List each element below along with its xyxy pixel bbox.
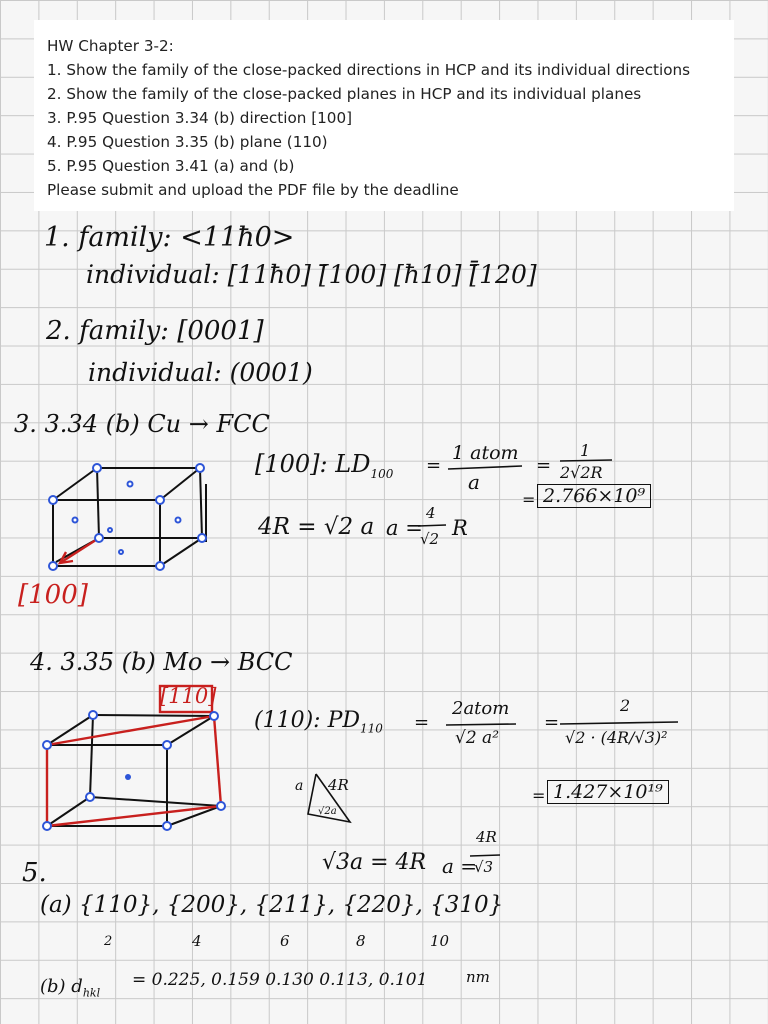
answer4-num-2: 2 bbox=[620, 696, 631, 715]
answer3-ld-label: [100]: $LD_{100}$ bbox=[255, 450, 394, 481]
triangle-label-a: a bbox=[295, 778, 304, 794]
answer4-den-2: √2 · (4R/√3)² bbox=[565, 728, 668, 747]
answer3-rel-den: √2 bbox=[420, 530, 440, 548]
answer3-num-1: 1 atom bbox=[452, 442, 519, 464]
homework-note: Please submit and upload the PDF file by the deadline bbox=[47, 181, 459, 199]
answer4-eq-1: = bbox=[414, 712, 430, 733]
answer3-rel-num: 4 bbox=[426, 504, 436, 522]
answer4-header: 4. 3.35 (b) Mo → BCC bbox=[30, 648, 293, 676]
triangle-sketch bbox=[308, 774, 350, 822]
homework-title: HW Chapter 3-2: bbox=[47, 37, 174, 55]
answer5-n-4: 8 bbox=[356, 932, 366, 950]
homework-item-1: 1. Show the family of the close-packed directions in HCP and its individual directions bbox=[47, 61, 691, 79]
bcc-cube-diagram bbox=[43, 686, 225, 830]
answer4-pd-label: (110): $PD_{110}$ bbox=[254, 708, 383, 736]
answer4-rel-den: √3 bbox=[474, 858, 494, 876]
answer3-relation-2: a = bbox=[386, 516, 423, 540]
answer4-relation-1: √3a = 4R bbox=[322, 850, 427, 875]
homework-item-5: 5. P.95 Question 3.41 (a) and (b) bbox=[47, 157, 295, 175]
answer4-result: 1.427×10¹⁹ bbox=[547, 780, 669, 804]
answer5-number: 5. bbox=[22, 858, 47, 888]
triangle-label-4r: 4R bbox=[328, 776, 349, 794]
homework-item-4: 4. P.95 Question 3.35 (b) plane (110) bbox=[47, 133, 328, 151]
answer3-eq-3: = bbox=[522, 490, 536, 509]
answer5-part-a: (a) {110}, {200}, {211}, {220}, {310} bbox=[40, 892, 504, 918]
answer3-direction-label: [100] bbox=[18, 580, 88, 610]
answer3-eq-1: = bbox=[426, 455, 442, 476]
answer4-eq-2: = bbox=[544, 712, 560, 733]
answer5-n-3: 6 bbox=[280, 932, 290, 950]
answer5-n-2: 4 bbox=[192, 932, 202, 950]
fcc-cube-diagram bbox=[49, 464, 206, 570]
answer4-plane-label: [110] bbox=[160, 684, 217, 708]
fraction-bars bbox=[418, 460, 678, 856]
direction-100-arrow bbox=[60, 538, 99, 563]
answer4-relation-2: a = bbox=[442, 854, 478, 878]
answer5-unit: nm bbox=[466, 968, 490, 986]
answer3-den-2: 2√2R bbox=[560, 463, 603, 482]
answer2-family: 2. family: [0001] bbox=[46, 316, 264, 346]
homework-item-2: 2. Show the family of the close-packed planes in HCP and its individual planes bbox=[47, 85, 642, 103]
answer4-rel-num: 4R bbox=[476, 828, 497, 846]
triangle-label-base: √2a bbox=[318, 806, 337, 817]
answer3-eq-2: = bbox=[536, 455, 552, 476]
answer1-individual: individual: [11ħ0] [̄100] [ħ10] [̄̄120] bbox=[86, 260, 537, 289]
answer3-rel-r: R bbox=[452, 516, 468, 540]
answer4-num-1: 2atom bbox=[452, 698, 510, 719]
answer4-den-1: √2 a² bbox=[455, 728, 500, 748]
answer1-family: 1. family: <11ħ0> bbox=[44, 222, 295, 253]
answer3-relation-1: 4R = √2 a bbox=[258, 514, 375, 540]
bcc-center-atom bbox=[125, 774, 131, 780]
answer2-individual: individual: (0001) bbox=[88, 358, 313, 387]
answer3-header: 3. 3.34 (b) Cu → FCC bbox=[14, 410, 270, 438]
answer5-part-b-label: (b) $d_{hkl}$ bbox=[40, 976, 101, 1000]
answer3-result: 2.766×10⁹ bbox=[537, 484, 651, 508]
answer5-part-b-values: = 0.225, 0.159 0.130 0.113, 0.101 bbox=[132, 970, 428, 990]
answer3-num-2: 1 bbox=[580, 441, 591, 460]
answer3-den-1: a bbox=[468, 470, 480, 494]
answer4-eq-3: = bbox=[532, 786, 546, 805]
answer5-n-1: 2 bbox=[104, 934, 113, 949]
homework-item-3: 3. P.95 Question 3.34 (b) direction [100] bbox=[47, 109, 353, 127]
answer5-n-5: 10 bbox=[430, 932, 450, 950]
